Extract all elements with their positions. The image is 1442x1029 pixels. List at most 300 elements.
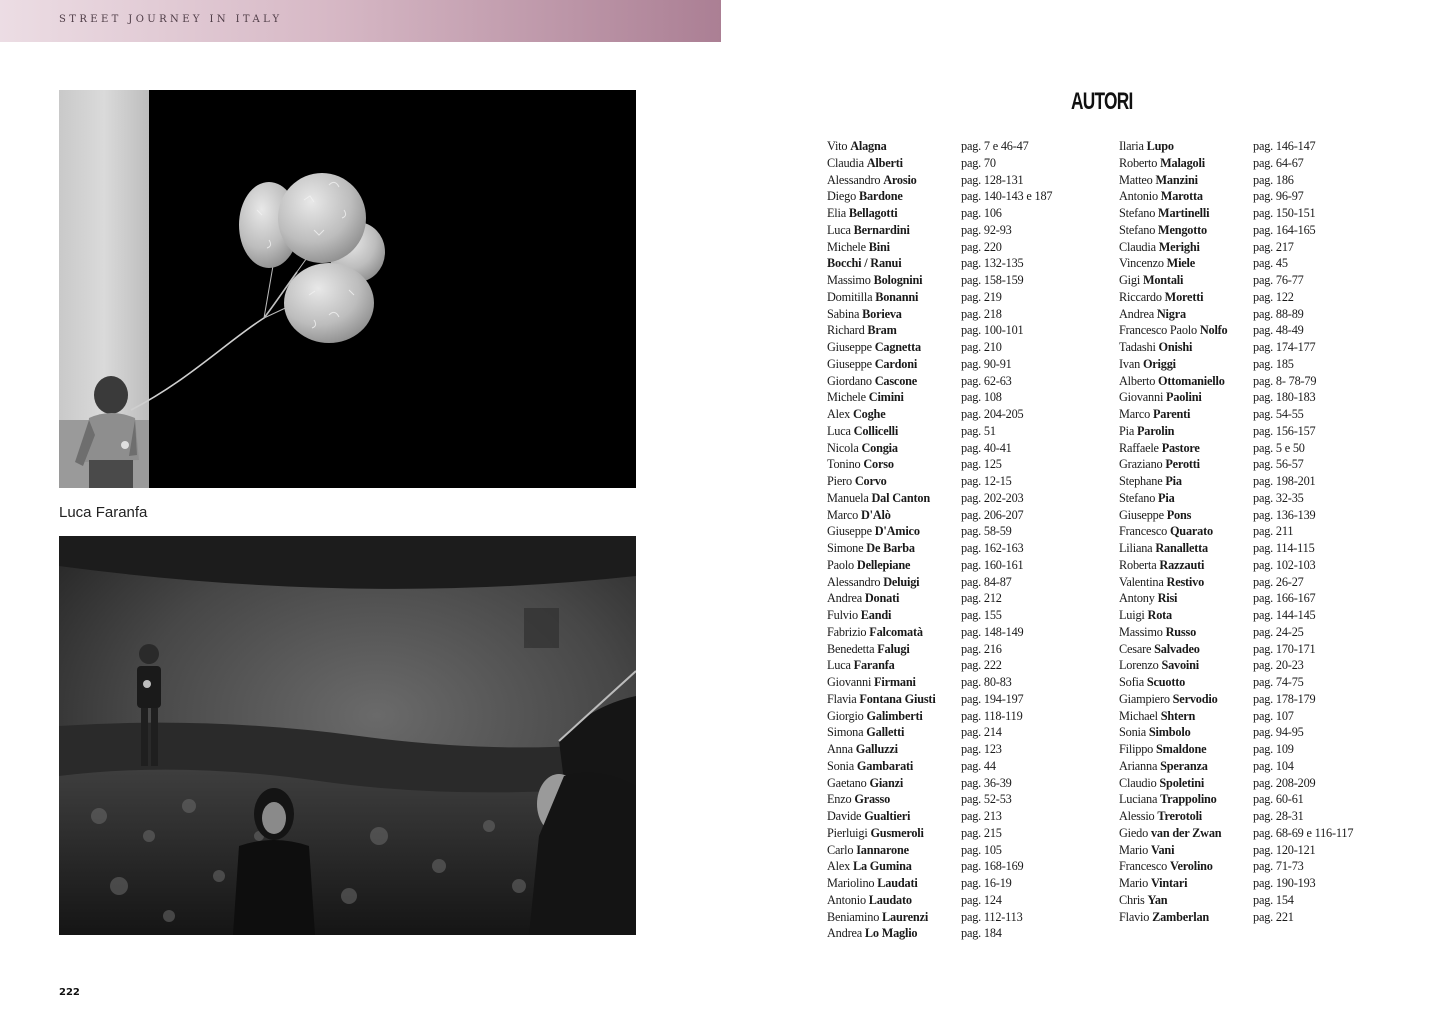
author-pages: pag. 166-167 — [1253, 591, 1316, 606]
author-name — [1119, 373, 1225, 390]
author-first-name: Flavia — [827, 691, 857, 706]
author-first-name: Andrea — [827, 926, 862, 941]
author-first-name: Anna — [827, 742, 853, 756]
author-last-name: Bocchi / Ranui — [827, 256, 902, 271]
author-last-name: Iannarone — [856, 842, 909, 857]
author-first-name: Stefano — [1119, 222, 1156, 237]
header-band — [0, 0, 721, 42]
author-first-name: Giampiero — [1119, 691, 1170, 706]
author-last-name: La Gumina — [852, 859, 912, 874]
author-first-name: Giovanni — [827, 675, 872, 689]
author-first-name: Giuseppe — [1119, 507, 1164, 522]
author-first-name: Filippo — [1119, 742, 1154, 756]
author-name — [1119, 875, 1187, 892]
author-name — [827, 272, 922, 289]
author-name — [1119, 406, 1190, 423]
author-first-name: Francesco — [1119, 524, 1168, 539]
author-name — [827, 641, 910, 658]
author-last-name: Cimini — [868, 390, 904, 405]
author-name — [1119, 791, 1217, 808]
author-last-name: Bini — [868, 239, 890, 254]
author-last-name: Corvo — [854, 474, 887, 488]
author-first-name: Alessandro — [827, 574, 881, 589]
author-first-name: Pia — [1119, 423, 1135, 438]
author-pages: pag. 76-77 — [1253, 273, 1304, 287]
author-name — [827, 925, 917, 942]
author-pages: pag. 168-169 — [961, 859, 1024, 874]
author-name — [1119, 641, 1200, 658]
author-pages: pag. 213 — [961, 809, 1002, 823]
author-name — [1119, 138, 1174, 155]
author-last-name: Eandi — [860, 608, 892, 622]
author-last-name: Bonanni — [875, 289, 919, 304]
author-last-name: Donati — [864, 591, 900, 606]
author-pages: pag. 222 — [961, 658, 1002, 673]
author-name — [827, 373, 917, 390]
author-pages: pag. 68-69 e 116-117 — [1253, 825, 1354, 840]
author-first-name: Stephane — [1119, 474, 1163, 488]
author-pages: pag. 26-27 — [1253, 574, 1304, 589]
author-last-name: Dellepiane — [856, 557, 911, 572]
author-last-name: Vintari — [1150, 876, 1188, 890]
author-pages: pag. 94-95 — [1253, 725, 1304, 740]
author-last-name: Servodio — [1172, 691, 1218, 706]
author-pages: pag. 7 e 46-47 — [961, 139, 1029, 153]
author-first-name: Antony — [1119, 591, 1155, 606]
author-first-name: Alberto — [1119, 373, 1156, 388]
author-first-name: Francesco Paolo — [1119, 323, 1197, 338]
author-first-name: Alex — [827, 407, 851, 421]
author-pages: pag. 210 — [961, 340, 1002, 354]
author-pages: pag. 20-23 — [1253, 658, 1304, 673]
author-last-name: Salvadeo — [1154, 641, 1200, 656]
author-last-name: Miele — [1166, 256, 1196, 271]
author-pages: pag. 128-131 — [961, 172, 1024, 187]
page-number: 222 — [59, 987, 80, 998]
author-name — [1119, 222, 1207, 239]
author-name — [827, 590, 899, 607]
author-last-name: Cascone — [874, 373, 918, 388]
author-last-name: Razzauti — [1159, 557, 1205, 572]
author-last-name: Parolin — [1137, 423, 1175, 438]
author-pages: pag. 220 — [961, 239, 1002, 254]
author-pages: pag. 105 — [961, 842, 1002, 857]
running-header-title: STREET JOURNEY IN ITALY — [59, 14, 283, 25]
author-first-name: Benedetta — [827, 641, 875, 656]
author-pages: pag. 109 — [1253, 742, 1294, 756]
author-pages: pag. 208-209 — [1253, 775, 1316, 790]
author-first-name: Chris — [1119, 892, 1145, 907]
author-first-name: Simona — [827, 725, 864, 740]
author-first-name: Giuseppe — [827, 524, 872, 539]
author-first-name: Fabrizio — [827, 624, 867, 639]
author-pages: pag. 70 — [961, 155, 996, 170]
author-name — [1119, 339, 1192, 356]
author-last-name: Parenti — [1152, 407, 1191, 421]
author-name — [827, 825, 924, 842]
author-pages: pag. 100-101 — [961, 323, 1024, 338]
author-first-name: Piero — [827, 474, 852, 488]
photo-caption: Luca Faranfa — [59, 504, 148, 521]
author-pages: pag. 221 — [1253, 909, 1294, 924]
author-first-name: Marco — [1119, 407, 1151, 421]
author-name — [827, 691, 936, 708]
author-name — [1119, 322, 1228, 339]
author-last-name: Arosio — [883, 172, 917, 187]
author-name — [1119, 590, 1177, 607]
author-pages: pag. 56-57 — [1253, 457, 1304, 472]
author-first-name: Elia — [827, 206, 847, 220]
author-pages: pag. 206-207 — [961, 507, 1024, 522]
author-name — [1119, 255, 1195, 272]
author-name — [827, 607, 891, 624]
author-first-name: Mario — [1119, 842, 1149, 857]
author-first-name: Marco — [827, 507, 859, 522]
author-last-name: Grasso — [854, 792, 891, 807]
author-pages: pag. 24-25 — [1253, 624, 1304, 639]
author-pages: pag. 90-91 — [961, 356, 1012, 371]
author-name — [827, 791, 890, 808]
author-last-name: Moretti — [1164, 289, 1204, 304]
author-first-name: Mariolino — [827, 876, 875, 890]
author-name — [1119, 456, 1200, 473]
author-last-name: Alagna — [850, 139, 887, 153]
author-name — [1119, 507, 1191, 524]
author-last-name: Laurenzi — [882, 909, 929, 924]
author-pages: pag. 215 — [961, 825, 1002, 840]
author-last-name: Cagnetta — [874, 340, 921, 354]
author-pages: pag. 80-83 — [961, 675, 1012, 689]
author-pages: pag. 28-31 — [1253, 809, 1304, 823]
author-name — [1119, 892, 1167, 909]
author-last-name: van der Zwan — [1150, 825, 1222, 840]
photo-three-children-field — [59, 536, 636, 935]
author-first-name: Luigi — [1119, 608, 1145, 622]
author-last-name: Spoletini — [1159, 775, 1205, 790]
author-last-name: Origgi — [1142, 356, 1176, 371]
author-name — [827, 322, 897, 339]
author-pages: pag. 148-149 — [961, 624, 1024, 639]
author-last-name: Firmani — [874, 675, 916, 689]
author-first-name: Fulvio — [827, 608, 858, 622]
author-name — [827, 172, 917, 189]
author-last-name: Shtern — [1160, 708, 1196, 723]
author-name — [827, 255, 901, 272]
author-last-name: Malagoli — [1160, 155, 1205, 170]
author-pages: pag. 124 — [961, 892, 1002, 907]
author-first-name: Luca — [827, 658, 851, 673]
author-first-name: Andrea — [827, 591, 862, 606]
author-pages: pag. 204-205 — [961, 407, 1024, 421]
author-first-name: Luca — [827, 423, 851, 438]
author-name — [1119, 289, 1203, 306]
author-last-name: Gualtieri — [864, 809, 911, 823]
author-name — [827, 507, 891, 524]
author-pages: pag. 144-145 — [1253, 608, 1316, 622]
author-name — [827, 724, 904, 741]
author-first-name: Mario — [1119, 876, 1149, 890]
author-name — [1119, 239, 1200, 256]
photo-child-with-balloons — [59, 90, 636, 488]
author-last-name: Merighi — [1158, 239, 1200, 254]
author-first-name: Riccardo — [1119, 289, 1162, 304]
author-last-name: Zamberlan — [1152, 909, 1210, 924]
author-first-name: Gaetano — [827, 775, 867, 790]
author-pages: pag. 112-113 — [961, 909, 1023, 924]
author-name — [1119, 389, 1202, 406]
author-name — [1119, 808, 1202, 825]
author-pages: pag. 120-121 — [1253, 842, 1316, 857]
author-first-name: Ivan — [1119, 356, 1141, 371]
author-pages: pag. 108 — [961, 390, 1002, 405]
author-first-name: Davide — [827, 809, 862, 823]
author-name — [1119, 473, 1182, 490]
author-name — [827, 155, 903, 172]
author-pages: pag. 178-179 — [1253, 691, 1316, 706]
author-pages: pag. 194-197 — [961, 691, 1024, 706]
author-last-name: Mengotto — [1158, 222, 1207, 237]
author-name — [1119, 825, 1221, 842]
author-last-name: Falugi — [877, 641, 910, 656]
author-last-name: Collicelli — [853, 423, 899, 438]
author-first-name: Giordano — [827, 373, 872, 388]
author-pages: pag. 190-193 — [1253, 876, 1316, 890]
author-name — [1119, 741, 1206, 758]
author-name — [1119, 272, 1183, 289]
author-first-name: Francesco — [1119, 859, 1168, 874]
author-first-name: Alex — [827, 859, 851, 874]
author-last-name: Nigra — [1156, 306, 1186, 321]
author-first-name: Michele — [827, 390, 866, 405]
author-pages: pag. 160-161 — [961, 557, 1024, 572]
author-pages: pag. 150-151 — [1253, 206, 1316, 220]
author-pages: pag. 48-49 — [1253, 323, 1304, 338]
author-first-name: Sonia — [1119, 725, 1147, 740]
author-name — [827, 339, 921, 356]
author-pages: pag. 40-41 — [961, 440, 1012, 455]
author-first-name: Andrea — [1119, 306, 1154, 321]
author-name — [827, 775, 903, 792]
author-pages: pag. 185 — [1253, 356, 1294, 371]
author-pages: pag. 60-61 — [1253, 792, 1304, 807]
author-pages: pag. 219 — [961, 289, 1002, 304]
author-pages: pag. 71-73 — [1253, 859, 1304, 874]
author-pages: pag. 180-183 — [1253, 390, 1316, 405]
author-name — [1119, 858, 1213, 875]
author-pages: pag. 154 — [1253, 892, 1294, 907]
author-name — [1119, 440, 1200, 457]
author-name — [827, 708, 923, 725]
author-first-name: Sabina — [827, 306, 860, 321]
author-pages: pag. 62-63 — [961, 373, 1012, 388]
author-last-name: Russo — [1165, 624, 1197, 639]
author-last-name: Bram — [867, 323, 897, 338]
author-pages: pag. 118-119 — [961, 708, 1023, 723]
author-last-name: Ottomaniello — [1158, 373, 1225, 388]
author-last-name: Alberti — [866, 155, 903, 170]
author-pages: pag. 214 — [961, 725, 1002, 740]
author-name — [1119, 909, 1209, 926]
author-first-name: Ilaria — [1119, 139, 1144, 153]
author-name — [827, 138, 887, 155]
author-first-name: Claudia — [827, 155, 864, 170]
author-first-name: Alessio — [1119, 809, 1155, 823]
author-name — [1119, 657, 1199, 674]
author-name — [1119, 523, 1213, 540]
author-first-name: Luciana — [1119, 792, 1158, 807]
author-name — [827, 188, 903, 205]
author-last-name: Faranfa — [853, 658, 895, 673]
author-pages: pag. 125 — [961, 457, 1002, 472]
author-pages: pag. 88-89 — [1253, 306, 1304, 321]
author-name — [1119, 172, 1198, 189]
author-name — [1119, 540, 1208, 557]
author-last-name: Martinelli — [1158, 206, 1210, 220]
author-first-name: Massimo — [1119, 624, 1163, 639]
author-first-name: Giuseppe — [827, 356, 872, 371]
author-pages: pag. 16-19 — [961, 876, 1012, 890]
author-last-name: Onishi — [1158, 340, 1193, 354]
author-pages: pag. 52-53 — [961, 792, 1012, 807]
author-last-name: Restivo — [1166, 574, 1205, 589]
author-first-name: Domitilla — [827, 289, 873, 304]
author-name — [1119, 758, 1208, 775]
author-first-name: Roberto — [1119, 155, 1158, 170]
author-name — [1119, 607, 1172, 624]
author-last-name: Pons — [1166, 507, 1192, 522]
author-name — [827, 389, 904, 406]
author-first-name: Cesare — [1119, 641, 1152, 656]
author-pages: pag. 156-157 — [1253, 423, 1316, 438]
author-first-name: Giorgio — [827, 708, 864, 723]
author-name — [827, 557, 910, 574]
author-last-name: Fontana Giusti — [859, 691, 936, 706]
author-last-name: Speranza — [1160, 758, 1208, 773]
author-last-name: Risi — [1157, 591, 1178, 606]
author-last-name: D'Alò — [860, 507, 891, 522]
author-first-name: Giovanni — [1119, 390, 1164, 405]
author-last-name: Pastore — [1161, 440, 1200, 455]
author-last-name: Borieva — [862, 306, 902, 321]
author-pages: pag. 155 — [961, 608, 1002, 622]
author-name — [1119, 674, 1185, 691]
author-first-name: Antonio — [827, 892, 866, 907]
author-last-name: Pia — [1158, 490, 1175, 505]
author-first-name: Diego — [827, 189, 857, 204]
author-name — [827, 858, 912, 875]
author-first-name: Simone — [827, 541, 864, 555]
author-pages: pag. 36-39 — [961, 775, 1012, 790]
author-last-name: Galimberti — [866, 708, 923, 723]
author-first-name: Matteo — [1119, 172, 1153, 187]
author-pages: pag. 140-143 e 187 — [961, 189, 1053, 204]
author-last-name: Gambarati — [856, 758, 914, 773]
author-name — [1119, 724, 1191, 741]
author-name — [827, 406, 885, 423]
author-first-name: Enzo — [827, 792, 852, 807]
author-pages: pag. 96-97 — [1253, 189, 1304, 204]
author-pages: pag. 122 — [1253, 289, 1294, 304]
author-pages: pag. 123 — [961, 742, 1002, 756]
author-last-name: Trappolino — [1160, 792, 1217, 807]
author-last-name: Falcomatà — [869, 624, 923, 639]
author-last-name: De Barba — [866, 541, 915, 555]
author-last-name: Lupo — [1146, 139, 1174, 153]
author-last-name: Nolfo — [1199, 323, 1228, 338]
author-last-name: Coghe — [852, 407, 886, 421]
author-last-name: Cardoni — [874, 356, 918, 371]
author-last-name: Galluzzi — [855, 742, 898, 756]
author-name — [827, 473, 887, 490]
author-first-name: Paolo — [827, 557, 855, 572]
author-last-name: Paolini — [1166, 390, 1202, 405]
author-first-name: Liliana — [1119, 541, 1153, 555]
author-first-name: Alessandro — [827, 172, 881, 187]
author-last-name: Manzini — [1155, 172, 1198, 187]
author-first-name: Lorenzo — [1119, 658, 1159, 673]
author-last-name: D'Amico — [874, 524, 920, 539]
author-first-name: Claudia — [1119, 239, 1156, 254]
author-first-name: Luca — [827, 222, 851, 237]
author-pages: pag. 164-165 — [1253, 222, 1316, 237]
author-first-name: Manuela — [827, 490, 869, 505]
author-last-name: Montali — [1142, 273, 1184, 287]
author-last-name: Marotta — [1160, 189, 1203, 204]
author-pages: pag. 217 — [1253, 239, 1294, 254]
author-name — [1119, 188, 1203, 205]
author-last-name: Deluigi — [883, 574, 920, 589]
author-last-name: Verolino — [1169, 859, 1213, 874]
author-name — [827, 306, 902, 323]
author-name — [1119, 624, 1196, 641]
author-first-name: Michele — [827, 239, 866, 254]
author-name — [827, 222, 910, 239]
author-first-name: Nicola — [827, 440, 859, 455]
author-pages: pag. 44 — [961, 758, 996, 773]
author-name — [1119, 557, 1204, 574]
author-name — [1119, 306, 1186, 323]
author-last-name: Bellagotti — [848, 206, 898, 220]
author-pages: pag. 92-93 — [961, 222, 1012, 237]
author-name — [827, 440, 898, 457]
author-last-name: Lo Maglio — [864, 926, 918, 941]
author-last-name: Simbolo — [1148, 725, 1191, 740]
author-first-name: Gigi — [1119, 273, 1141, 287]
author-name — [1119, 691, 1218, 708]
author-name — [1119, 356, 1176, 373]
author-pages: pag. 12-15 — [961, 474, 1012, 488]
author-name — [827, 540, 915, 557]
author-first-name: Stefano — [1119, 206, 1156, 220]
author-name — [827, 289, 918, 306]
author-first-name: Valentina — [1119, 574, 1164, 589]
author-pages: pag. 58-59 — [961, 524, 1012, 539]
author-pages: pag. 170-171 — [1253, 641, 1316, 656]
author-name — [827, 875, 918, 892]
author-name — [827, 909, 928, 926]
author-last-name: Gusmeroli — [870, 825, 924, 840]
author-first-name: Pierluigi — [827, 825, 868, 840]
author-pages: pag. 211 — [1253, 524, 1294, 539]
author-name — [827, 808, 910, 825]
author-pages: pag. 51 — [961, 423, 996, 438]
author-first-name: Michael — [1119, 708, 1158, 723]
author-name — [1119, 423, 1174, 440]
author-pages: pag. 216 — [961, 641, 1002, 656]
author-first-name: Vincenzo — [1119, 256, 1164, 271]
author-pages: pag. 174-177 — [1253, 340, 1316, 354]
author-last-name: Bolognini — [873, 273, 923, 287]
